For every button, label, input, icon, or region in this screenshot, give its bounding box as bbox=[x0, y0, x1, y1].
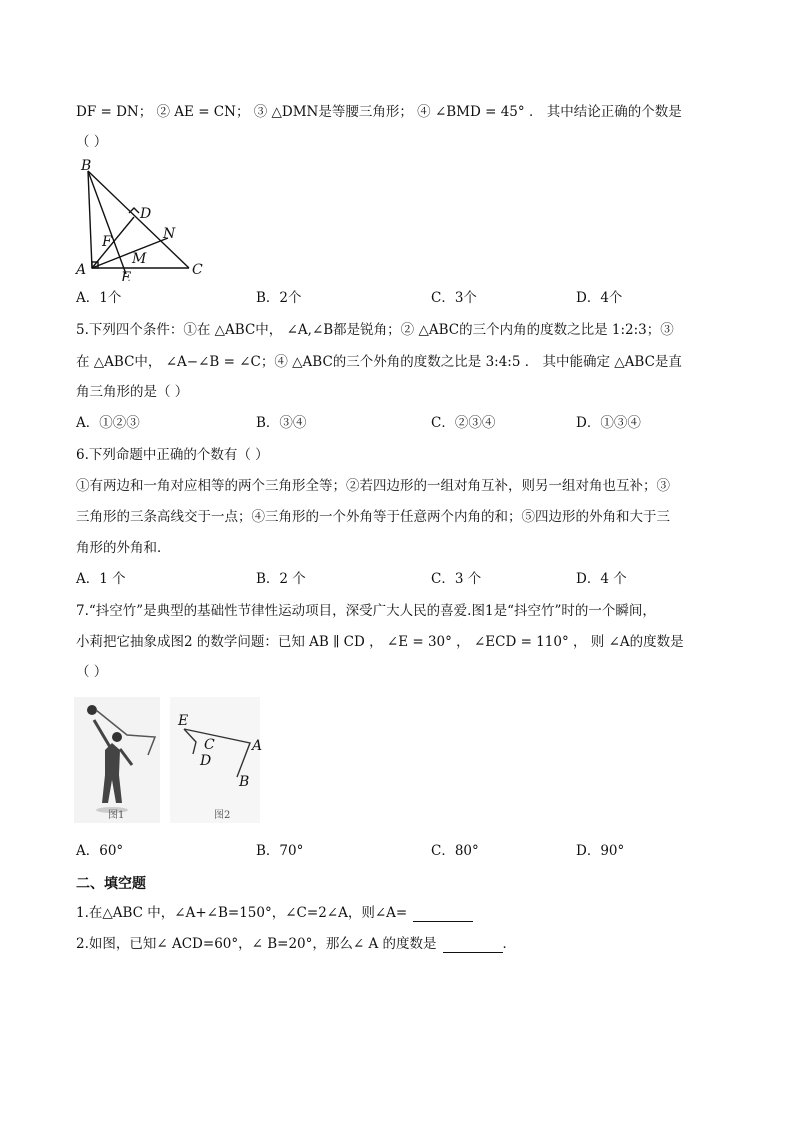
fig2-caption: 图2 bbox=[214, 810, 231, 821]
fill-q2 bbox=[76, 935, 516, 953]
q4-label-e: E bbox=[121, 270, 132, 281]
q4-label-c: C bbox=[192, 262, 203, 278]
q4-label-f: F bbox=[102, 234, 112, 250]
fill-q2-text: 2.如图，已知∠ ACD=60°，∠ B=20°，那么∠ A 的度数是 bbox=[76, 936, 437, 952]
q4-label-b: B bbox=[81, 158, 92, 174]
fig2-label-a: A bbox=[252, 738, 262, 754]
q6-line-3: 三角形的三条高线交于一点；④三角形的一个外角等于任意两个内角的和；⑤四边形的外角和大于三 bbox=[76, 509, 670, 525]
fig2-label-b: B bbox=[239, 774, 250, 790]
q6-option-c[interactable]: C．3 个 bbox=[431, 571, 482, 587]
q6-line-4: 角形的外角和． bbox=[76, 540, 171, 556]
q7-figure bbox=[72, 695, 262, 830]
q4-figure bbox=[74, 156, 214, 281]
kongzhu-person-illustration bbox=[74, 697, 160, 823]
fill-q2-blank[interactable] bbox=[443, 938, 503, 953]
q7-option-b[interactable]: B．70° bbox=[256, 843, 304, 859]
fig2-label-e: E bbox=[178, 713, 189, 729]
q7-paren: （ ） bbox=[76, 664, 108, 680]
q6-line-1: 6.下列命题中正确的个数有（ ） bbox=[76, 447, 269, 463]
q4-label-a: A bbox=[76, 262, 87, 278]
section-title-fill-in: 二、填空题 bbox=[76, 876, 146, 892]
q4-label-m: M bbox=[132, 251, 147, 267]
q6-line-2: ①有两边和一角对应相等的两个三角形全等；②若四边形的一组对角互补，则另一组对角也互补；③ bbox=[76, 478, 670, 494]
q4-label-d: D bbox=[140, 206, 152, 222]
q7-option-d[interactable]: D．90° bbox=[576, 843, 625, 859]
q6-option-b[interactable]: B．2 个 bbox=[256, 571, 306, 587]
q7-option-a[interactable]: A．60° bbox=[76, 843, 124, 859]
q4-option-b[interactable]: B．2个 bbox=[256, 290, 302, 306]
q7-line-2: 小莉把它抽象成图2 的数学问题：已知 AB ∥ CD ， ∠E = 30° ， ∠ECD = 110° ， 则 ∠A的度数是 bbox=[76, 634, 684, 650]
fill-q1-text: 1.在△ABC 中，∠A+∠B=150°，∠C=2∠A，则∠A= bbox=[76, 905, 408, 921]
q4-option-c[interactable]: C．3个 bbox=[431, 290, 477, 306]
q4-option-a[interactable]: A．1个 bbox=[76, 290, 122, 306]
fig2-label-c: C bbox=[204, 737, 215, 753]
q5-line-3: 角三角形的是（ ） bbox=[76, 384, 189, 400]
q7-line-1: 7.“抖空竹”是典型的基础性节律性运动项目，深受广大人民的喜爱.图1是“抖空竹”时的一个瞬间， bbox=[76, 603, 656, 619]
q5-option-c[interactable]: C．②③④ bbox=[431, 415, 496, 431]
fill-q1-blank[interactable] bbox=[413, 907, 473, 922]
q4-statement-line: DF = DN； ② AE = CN； ③ △DMN是等腰三角形； ④ ∠BMD = 45° ． 其中结论正确的个数是 bbox=[76, 104, 682, 120]
fig2-label-d: D bbox=[200, 753, 212, 769]
fig2-geometry bbox=[170, 697, 262, 823]
q4-option-d[interactable]: D．4个 bbox=[576, 290, 623, 306]
q5-option-b[interactable]: B．③④ bbox=[256, 415, 307, 431]
q7-option-c[interactable]: C．80° bbox=[431, 843, 479, 859]
q6-option-d[interactable]: D．4 个 bbox=[576, 571, 627, 587]
q4-paren: （ ） bbox=[76, 134, 108, 150]
q4-label-n: N bbox=[163, 226, 176, 242]
fill-q1 bbox=[76, 904, 473, 922]
q5-option-d[interactable]: D．①③④ bbox=[576, 415, 641, 431]
q5-line-1: 5.下列四个条件：①在 △ABC中， ∠A,∠B都是锐角；② △ABC的三个内角的度数之比是 1:2:3；③ bbox=[76, 322, 674, 338]
q5-option-a[interactable]: A．①②③ bbox=[76, 415, 140, 431]
q5-line-2: 在 △ABC中， ∠A−∠B = ∠C；④ △ABC的三个外角的度数之比是 3:4:5 ． 其中能确定 △ABC是直 bbox=[76, 354, 682, 370]
q6-option-a[interactable]: A．1 个 bbox=[76, 571, 126, 587]
fill-q2-period: ． bbox=[502, 936, 517, 952]
fig1-caption: 图1 bbox=[108, 810, 125, 821]
